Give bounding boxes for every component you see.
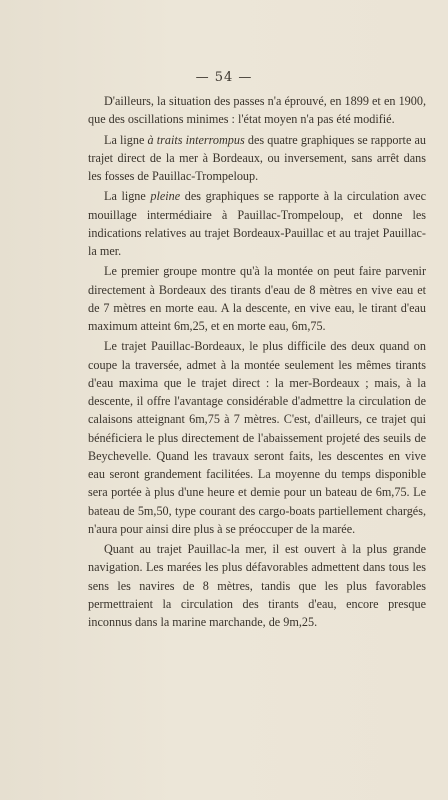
paragraph-2-emphasis: à traits interrompus — [147, 132, 245, 147]
paragraph-1: D'ailleurs, la situation des passes n'a éprouvé, en 1899 et en 1900, que des oscillations minimes : l'état moyen n'a pas été modifié. — [88, 94, 426, 127]
body-text — [88, 92, 426, 631]
paragraph-3-start: La ligne — [104, 189, 151, 204]
paragraph-2-end: des quatre graphiques se rapporte au trajet direct de la mer à Bordeaux, ou inversement, sans arrêt dans les fosses de Pauillac-Trompeloup. — [88, 132, 426, 183]
page-number: — 54 — — [195, 70, 253, 85]
paragraph-3 — [88, 187, 426, 260]
paragraph-5: Le trajet Pauillac-Bordeaux, le plus difficile des deux quand on coupe la traversée, admet à la montée seulement les mêmes tirants d'eau maxima que le trajet direct : la mer-Bordeaux ; mais, à la descente, il offre l'avantage considérable d'admettre la circulation de calaisons atteignant 6m,75 à 7 mètres. C'est, d'ailleurs, ce trajet qui bénéficiera le plus directement de l'abaissement projeté des seuils de Beychevelle. Quand les travaux seront faits, les descentes en vive eau seront grandement facilitées. La moyenne du temps disponible sera portée à plus d'une heure et demie pour un bateau de 6m,75. Le bateau de 5m,50, type courant des cargo-boats partiellement chargés, n'aura pour ainsi dire plus à se préoccuper de la marée. — [88, 339, 426, 536]
paragraph-2-start: La ligne — [104, 132, 148, 147]
paragraph-2 — [88, 131, 426, 186]
paragraph-4: Le premier groupe montre qu'à la montée on peut faire parvenir directement à Bordeaux des tirants d'eau de 8 mètres en vive eau et de 7 mètres en morte eau. A la descente, en vive eau, le tirant d'eau maximum atteint 6m,25, et en morte eau, 6m,75. — [88, 264, 426, 333]
paragraph-3-emphasis: pleine — [150, 189, 181, 204]
paragraph-3-end: des graphiques se rapporte à la circulation avec mouillage intermédiaire à Pauillac-Trompeloup, et donne les indications relatives au trajet Bordeaux-Pauillac et au trajet Pauillac-la mer. — [88, 189, 426, 258]
paragraph-6: Quant au trajet Pauillac-la mer, il est ouvert à la plus grande navigation. Les marées les plus défavorables admettent dans tous les sens les navires de 8 mètres, tandis que les plus favorables permettraient la circulation des tirants d'eau, encore presque inconnus dans la marine marchande, de 9m,25. — [88, 542, 426, 629]
